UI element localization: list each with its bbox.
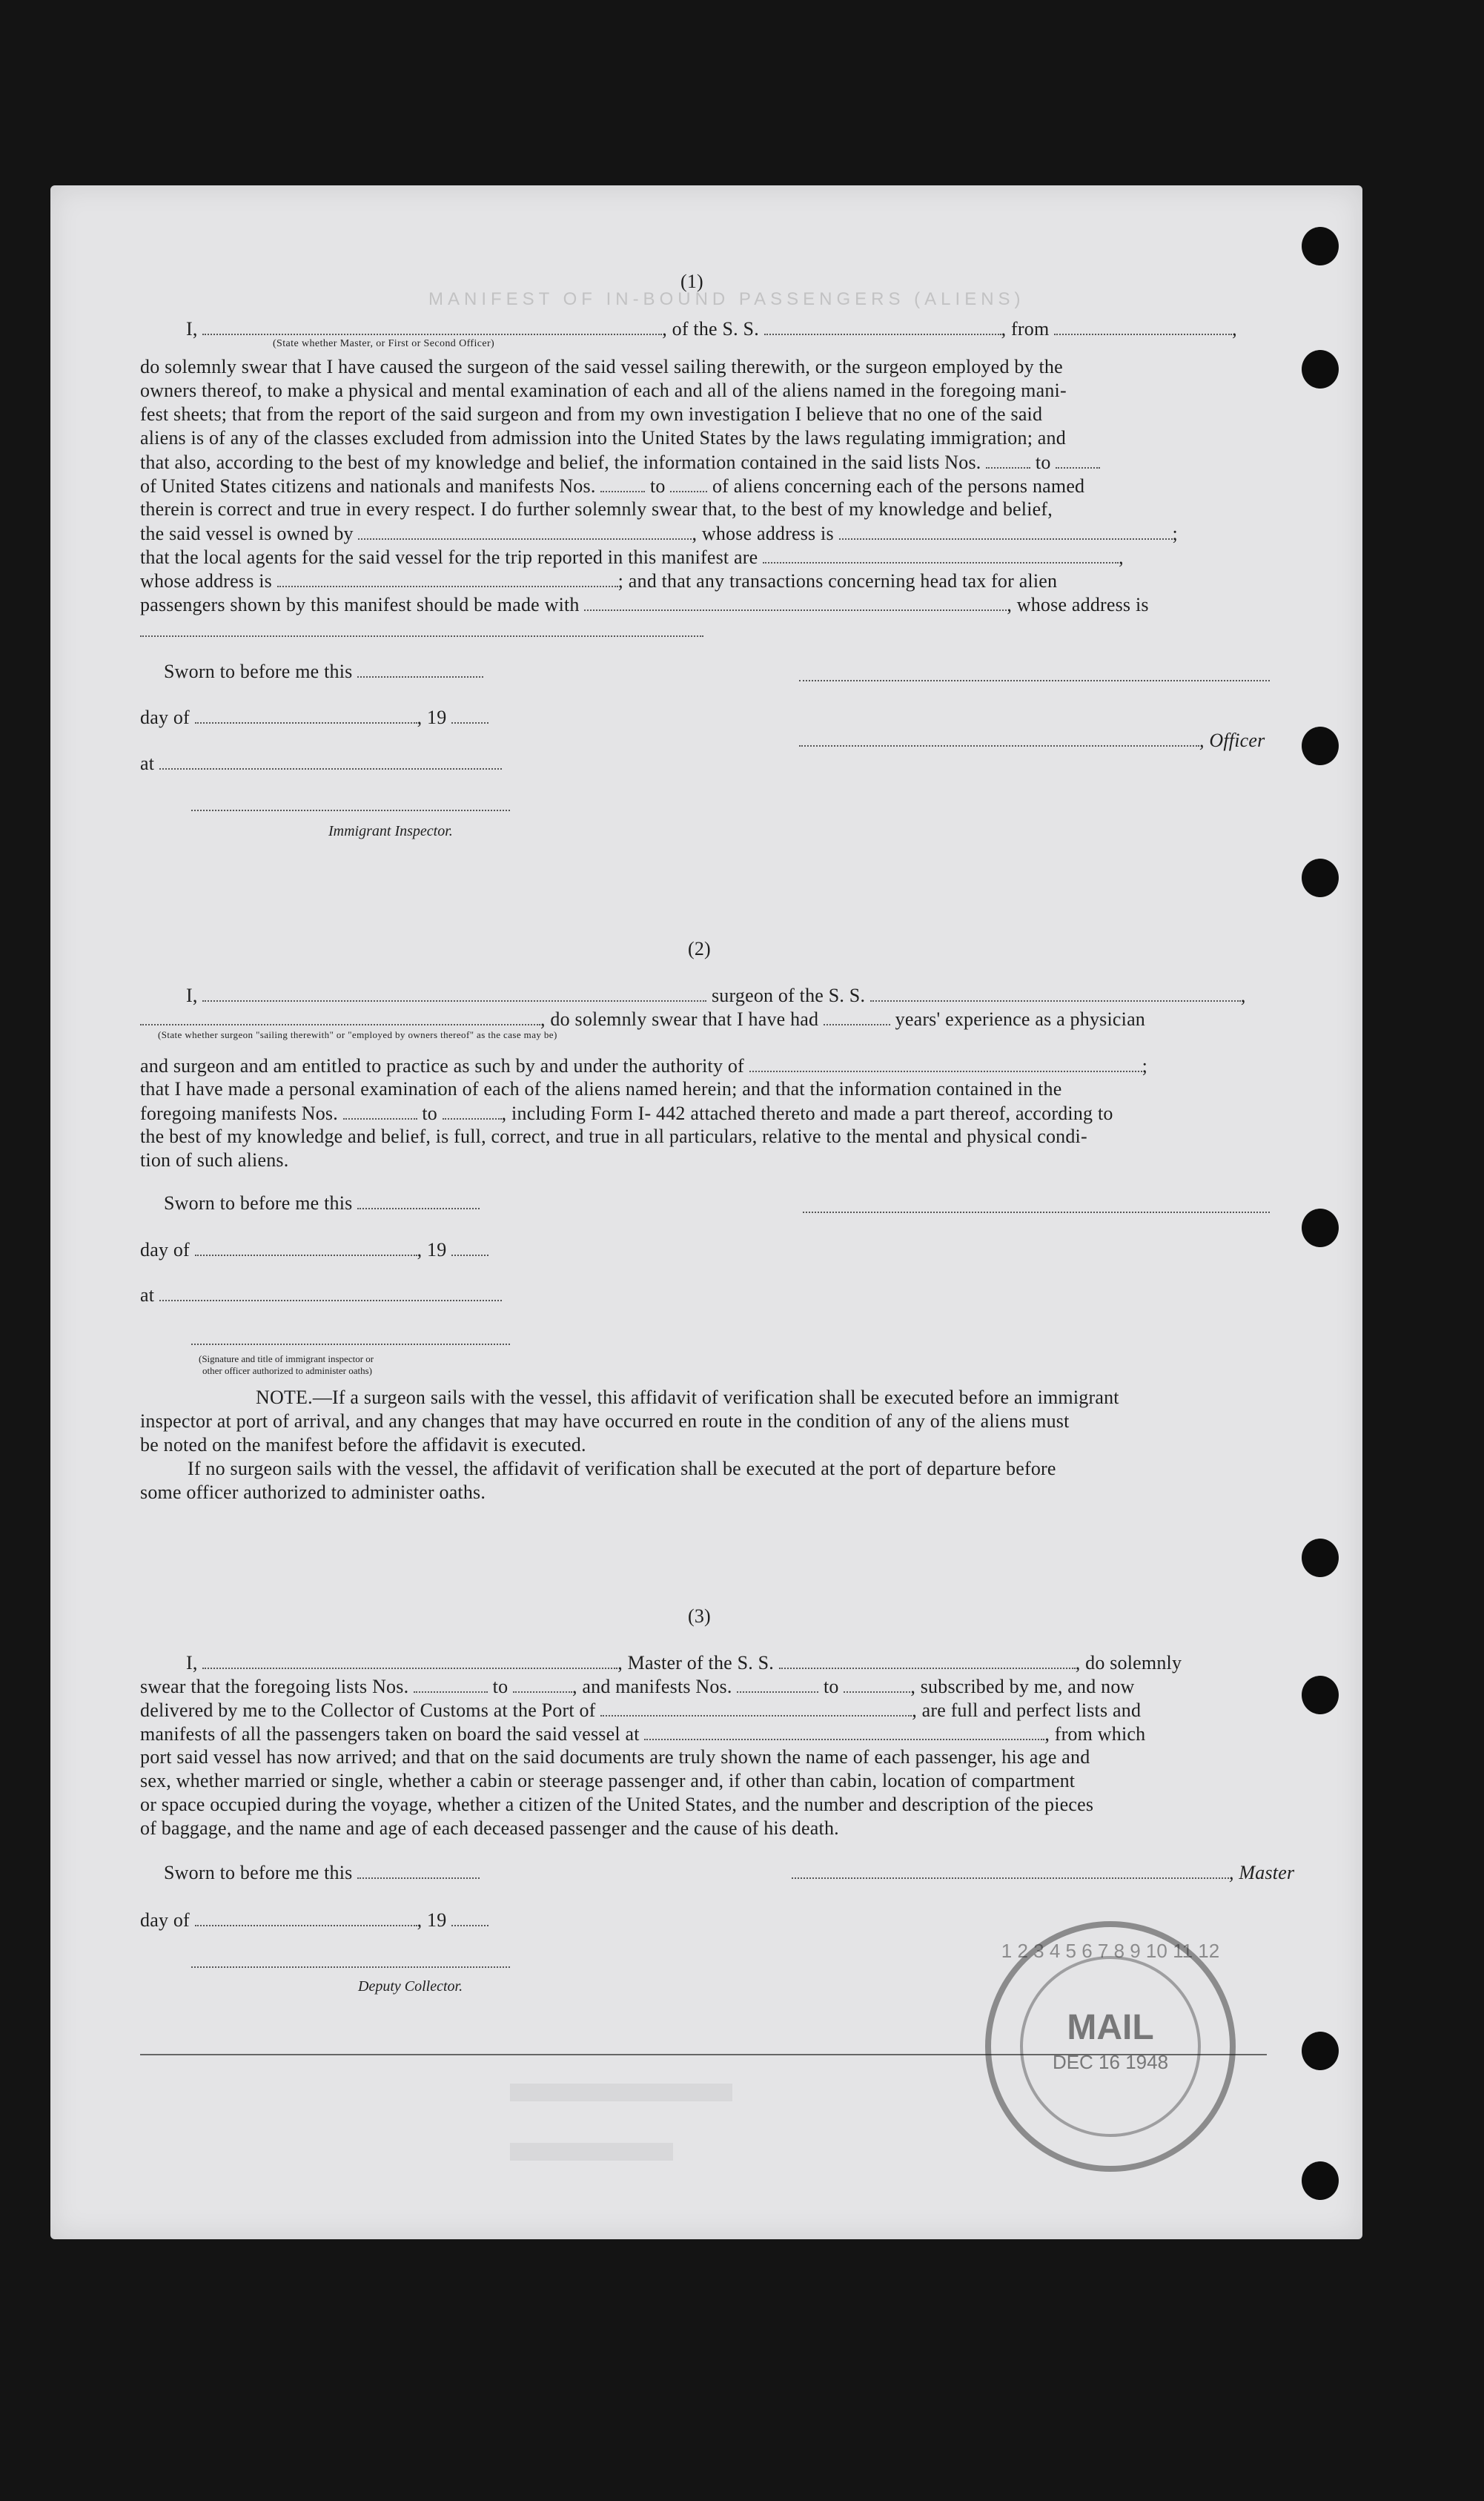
s3-i: I, [186,1652,198,1674]
s2-manifests: foregoing manifests Nos. [140,1103,338,1124]
s3-lists: swear that the foregoing lists Nos. [140,1676,409,1697]
s2-at-text: at [140,1284,155,1306]
s3-solemnly: , do solemnly [1075,1652,1182,1674]
section3-number: (3) [688,1605,711,1627]
s1-body-0: do solemnly swear that I have caused the surgeon of the said vessel sailing therewith, or the surgeon employed by the [140,356,1063,377]
s1-day-of-text: day of [140,707,190,728]
s1-head-tax: ; and that any transactions concerning head tax for alien [617,570,1058,592]
s3-master-label: , Master [1229,1862,1295,1883]
s1-from: , from [1001,318,1050,340]
stamp-word: MAIL [1067,2008,1154,2047]
s2-semicolon: ; [1142,1055,1148,1077]
ghost-header: MANIFEST OF IN-BOUND PASSENGERS (ALIENS) [428,289,1025,309]
punch-hole [1302,350,1339,389]
stamp-date: DEC 16 1948 [1052,2051,1169,2073]
s1-body-4-text: that also, according to the best of my knowledge and belief, the information contained in the said lists Nos. [140,452,981,473]
s3-collector-label: Deputy Collector. [358,1978,463,1995]
s2-day-of-text: day of [140,1239,190,1261]
punch-hole [1302,859,1339,897]
s1-body-1: owners thereof, to make a physical and mental examination of each and all of the aliens named in the foregoing mani- [140,380,1067,401]
s1-comma2: , [1119,546,1124,568]
section1-officer-caption: (State whether Master, or First or Second Officer) [273,338,495,349]
s1-made-with: passengers shown by this manifest should be made with [140,594,580,615]
s3-manifests: , and manifests Nos. [572,1676,732,1697]
punch-hole [1302,2032,1339,2070]
s2-note-2: be noted on the manifest before the affidavit is executed. [140,1434,586,1456]
s1-body-6: therein is correct and true in every respect. I do further solemnly swear that, to the best of my knowledge and belief, [140,498,1053,520]
s2-caption: (State whether surgeon "sailing therewith" or "employed by owners thereof" as the case may be) [158,1029,557,1040]
s1-of-aliens: of aliens concerning each of the persons named [712,475,1085,497]
s3-day-of-text: day of [140,1909,190,1931]
s3-body-1: sex, whether married or single, whether a cabin or steerage passenger and, if other than cabin, location of compartment [140,1770,1076,1791]
s3-body-2: or space occupied during the voyage, whether a citizen of the United States, and the number and description of the pieces [140,1794,1094,1815]
s3-subscribed: , subscribed by me, and now [910,1676,1135,1697]
s3-sworn-text: Sworn to before me this [164,1862,353,1883]
punch-hole [1302,1676,1339,1714]
s3-perfect: , are full and perfect lists and [912,1699,1142,1721]
s1-agents: that the local agents for the said vessel for the trip reported in this manifest are [140,546,758,568]
s2-swear: , do solemnly swear that I have had [540,1008,819,1030]
s1-body-3: aliens is of any of the classes excluded from admission into the United States by the laws regulating immigration; and [140,427,1066,449]
s1-inspector-label: Immigrant Inspector. [328,823,453,839]
punch-holes [50,185,1362,2239]
s1-body-2: fest sheets; that from the report of the said surgeon and from my own investigation I believe that no one of the said [140,403,1043,425]
punch-hole [1302,1539,1339,1577]
punch-hole [1302,2161,1339,2200]
s2-body-3: the best of my knowledge and belief, is full, correct, and true in all particulars, relative to the mental and physical condi- [140,1126,1087,1147]
section1-number: (1) [680,271,703,292]
s2-note-4: some officer authorized to administer oaths. [140,1481,486,1503]
s1-whose-address: , whose address is [692,523,834,544]
s3-body-0: port said vessel has now arrived; and that on the said documents are truly shown the name of each passenger, his age and [140,1746,1090,1768]
s1-of-ss: , of the S. S. [662,318,759,340]
s2-nineteen: , 19 [417,1239,447,1261]
s1-officer-label: , Officer [1199,730,1265,751]
punch-hole [1302,227,1339,265]
s3-delivered: delivered by me to the Collector of Customs at the Port of [140,1699,596,1721]
s2-surgeon-of: surgeon of the S. S. [711,985,866,1006]
s1-nineteen: , 19 [417,707,447,728]
s2-note-3: If no surgeon sails with the vessel, the affidavit of verification shall be executed at the port of departure before [188,1458,1056,1479]
punch-hole [1302,727,1339,765]
s2-sworn-text: Sworn to before me this [164,1192,353,1214]
manifest-page [50,185,1362,2239]
s1-i: I, [186,318,198,340]
s2-authority: and surgeon and am entitled to practice as such by and under the authority of [140,1055,744,1077]
s1-semicolon: ; [1172,523,1178,544]
s1-whose-address2: whose address is [140,570,272,592]
s2-note-0: NOTE.—If a surgeon sails with the vessel, this affidavit of verification shall be executed before an immigrant [256,1387,1119,1408]
s3-to-1: to [492,1676,509,1697]
s2-form: , including Form I- 442 attached thereto and made a part thereof, according to [501,1103,1113,1124]
s3-master-of: , Master of the S. S. [617,1652,775,1674]
s2-note-1: inspector at port of arrival, and any changes that may have occurred en route in the condition of any of the aliens must [140,1410,1070,1432]
s1-sworn-text: Sworn to before me this [164,661,353,682]
s3-nineteen: , 19 [417,1909,447,1931]
s1-comma: , [1232,318,1237,340]
s2-sig-caption-2: other officer authorized to administer oaths) [202,1365,372,1376]
s2-i: I, [186,985,198,1006]
s1-to-2: to [649,475,666,497]
section2-number: (2) [688,938,711,959]
s2-body-1: that I have made a personal examination of each of the aliens named herein; and that the information contained in the [140,1078,1062,1100]
s3-to-2: to [824,1676,839,1697]
punch-hole [1302,1209,1339,1247]
s1-owned-by: the said vessel is owned by [140,523,354,544]
s2-sig-caption-1: (Signature and title of immigrant inspector or [199,1353,374,1364]
s2-body-4: tion of such aliens. [140,1149,289,1171]
s2-to: to [422,1103,437,1124]
s1-whose-address3: , whose address is [1007,594,1149,615]
s3-from-which: , from which [1044,1723,1146,1745]
s1-at-text: at [140,753,155,774]
s1-body-5-text: of United States citizens and nationals and manifests Nos. [140,475,596,497]
stamp-ring-numbers: 1 2 3 4 5 6 7 8 9 10 11 12 [1001,1940,1220,1962]
s2-comma: , [1240,985,1246,1006]
s2-years: years' experience as a physician [895,1008,1146,1030]
s3-body-3: of baggage, and the name and age of each deceased passenger and the cause of his death. [140,1817,839,1839]
s3-taken: manifests of all the passengers taken on board the said vessel at [140,1723,640,1745]
s1-to-1: to [1035,452,1051,473]
